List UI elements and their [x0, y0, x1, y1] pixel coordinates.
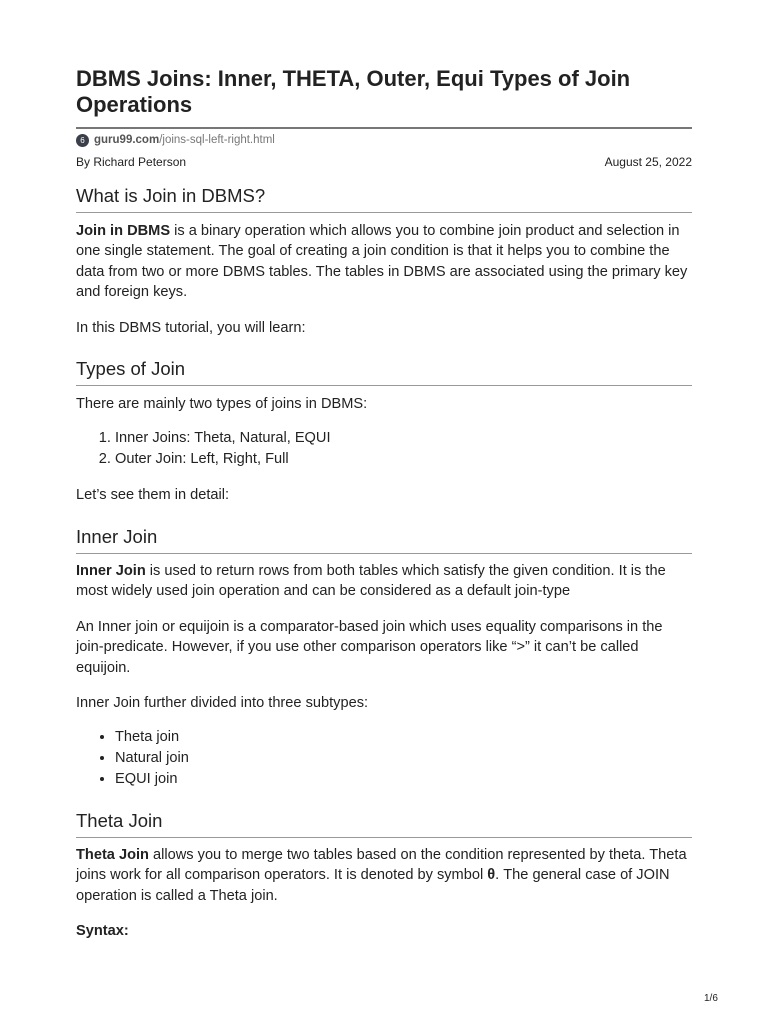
- source-domain: guru99.com: [94, 134, 160, 146]
- paragraph-inner-join-definition: Inner Join is used to return rows from both tables which satisfy the given condition. It is the most widely used join operation and can be considered as a default join-type: [76, 563, 666, 600]
- list-item: • Natural join: [115, 748, 731, 769]
- heading-types-of-join: Types of Join: [76, 358, 692, 386]
- bold-term: Join in DBMS: [76, 223, 171, 239]
- syntax-label: Syntax:: [76, 923, 129, 939]
- page-number: 1/6: [704, 993, 718, 1004]
- article-meta: [76, 155, 692, 169]
- list-item: 1. Inner Joins: Theta, Natural, EQUI: [115, 428, 731, 449]
- bold-term: Inner Join: [76, 563, 146, 579]
- paragraph-theta-join-definition: Theta Join allows you to merge two tables based on the condition represented by theta. Theta joins work for all comparison operators. It is denoted by symbol θ. The general case of JOIN operation is called a Theta join.: [76, 847, 687, 904]
- bold-term: Theta Join: [76, 847, 149, 863]
- paragraph-detail-intro: Let’s see them in detail:: [76, 487, 230, 503]
- join-types-list: [76, 428, 731, 470]
- heading-what-is-join: What is Join in DBMS?: [76, 185, 692, 213]
- publish-date: August 25, 2022: [604, 155, 692, 169]
- heading-inner-join: Inner Join: [76, 526, 692, 554]
- theta-symbol: θ: [487, 867, 496, 884]
- list-item: 2. Outer Join: Left, Right, Full: [115, 449, 731, 470]
- article-title: DBMS Joins: Inner, THETA, Outer, Equi Types of Join Operations: [76, 66, 631, 117]
- source-link[interactable]: [76, 132, 275, 148]
- paragraph-tutorial-intro: In this DBMS tutorial, you will learn:: [76, 320, 306, 336]
- site-favicon-icon: 6: [76, 134, 89, 147]
- inner-join-subtypes-list: [76, 727, 731, 790]
- paragraph-equijoin: An Inner join or equijoin is a comparator-based join which uses equality comparisons in the join-predicate. However, if you use other comparison operators like “>” it can’t be called equijoin.: [76, 619, 663, 676]
- list-item: • EQUI join: [115, 769, 731, 790]
- paragraph-subtypes-intro: Inner Join further divided into three subtypes:: [76, 695, 369, 711]
- paragraph-types-intro: There are mainly two types of joins in DBMS:: [76, 396, 368, 412]
- source-path: /joins-sql-left-right.html: [159, 134, 275, 146]
- heading-theta-join: Theta Join: [76, 810, 692, 838]
- author: By Richard Peterson: [76, 155, 187, 169]
- title-divider: [76, 127, 692, 129]
- paragraph-join-definition: Join in DBMS is a binary operation which allows you to combine join product and selection in one single statement. The goal of creating a join condition is that it helps you to combine the data from two or more DBMS tables. The tables in DBMS are associated using the primary key and foreign keys.: [76, 223, 688, 300]
- list-item: • Theta join: [115, 727, 731, 748]
